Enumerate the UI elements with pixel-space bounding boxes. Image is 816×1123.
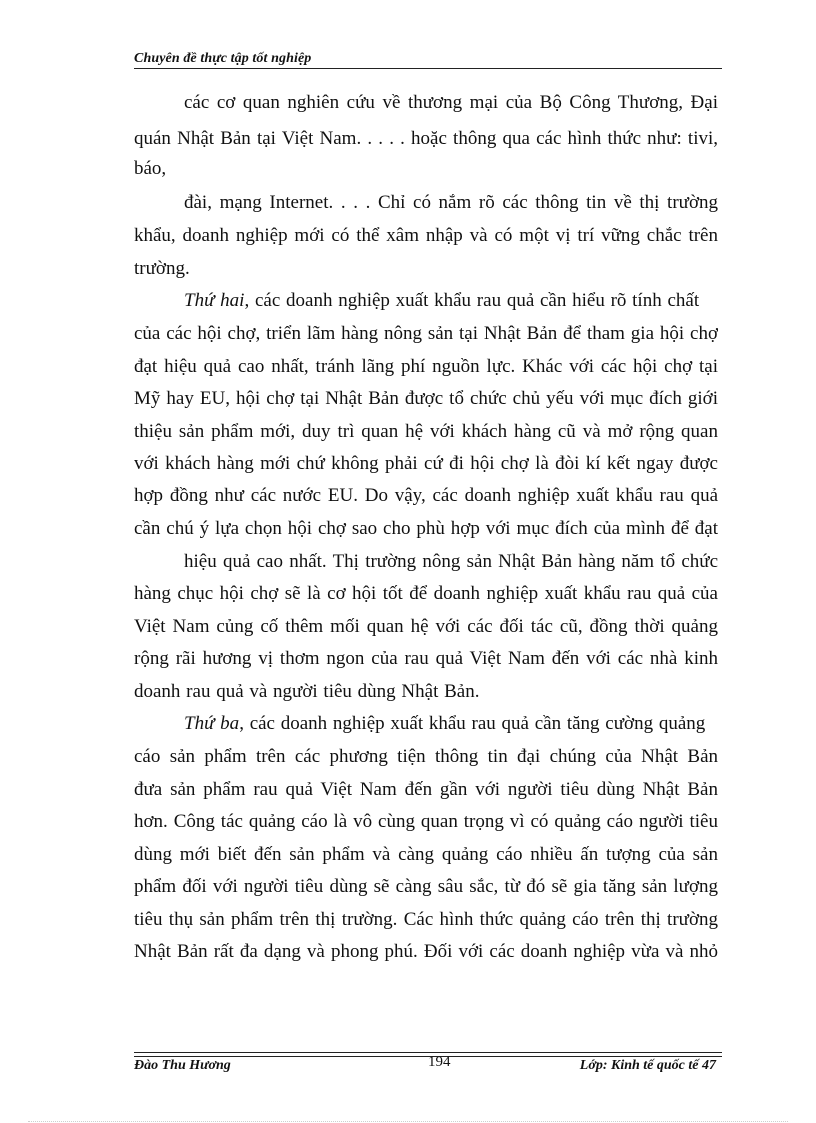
page-header [134, 46, 722, 72]
text-line: dùng mới biết đến sản phẩm và càng quảng cáo nhiều ấn tượng của sản [134, 844, 718, 865]
text-line: hơn. Công tác quảng cáo là vô cùng quan trọng vì có quảng cáo người tiêu [134, 811, 718, 832]
text-line: Việt Nam củng cố thêm mối quan hệ với các đối tác cũ, đồng thời quảng [134, 616, 718, 637]
text-line: , các doanh nghiệp xuất khẩu rau quả cần hiểu rõ tính chất [244, 290, 700, 311]
header-rule [134, 68, 722, 69]
footer-rule [134, 1052, 722, 1053]
text-line: , các doanh nghiệp xuất khẩu rau quả cần tăng cường quảng [239, 713, 706, 734]
footer-class-label: Lớp: Kinh tế quốc tế 47 [579, 1058, 716, 1073]
text-line: Nhật Bản rất đa dạng và phong phú. Đối với các doanh nghiệp vừa và nhỏ [134, 941, 718, 962]
text-line: khẩu, doanh nghiệp mới có thể xâm nhập và có một vị trí vững chắc trên [134, 225, 718, 246]
page-footer [134, 1048, 722, 1088]
text-line: đưa sản phẩm rau quả Việt Nam đến gần với người tiêu dùng Nhật Bản [134, 779, 718, 800]
text-line: cần chú ý lựa chọn hội chợ sao cho phù hợp với mục đích của mình để đạt [134, 518, 718, 539]
footer-author: Đào Thu Hương [134, 1058, 231, 1073]
text-line: doanh rau quả và người tiêu dùng Nhật Bản. [134, 681, 480, 702]
text-line: rộng rãi hương vị thơm ngon của rau quả Việt Nam đến với các nhà kinh [134, 648, 718, 669]
text-line: các cơ quan nghiên cứu về thương mại của Bộ Công Thương, Đại [184, 92, 718, 113]
text-line: đạt hiệu quả cao nhất, tránh lãng phí nguồn lực. Khác với các hội chợ tại [134, 356, 718, 377]
text-line: thiệu sản phẩm mới, duy trì quan hệ với khách hàng cũ và mở rộng quan [134, 421, 718, 442]
text-line: Mỹ hay EU, hội chợ tại Nhật Bản được tổ chức chủ yếu với mục đích giới [134, 388, 718, 409]
text-line: với khách hàng mới chứ không phải cứ đi hội chợ là đòi kí kết ngay được [134, 453, 718, 474]
paragraph-lead-line [184, 290, 699, 312]
lead-term-third: Thứ ba [184, 713, 240, 734]
text-line: cáo sản phẩm trên các phương tiện thông tin đại chúng của Nhật Bản [134, 746, 718, 767]
page-bottom-border [28, 1121, 788, 1122]
text-line: hàng chục hội chợ sẽ là cơ hội tốt để doanh nghiệp xuất khẩu rau quả của [134, 583, 718, 604]
text-line: của các hội chợ, triển lãm hàng nông sản tại Nhật Bản để tham gia hội chợ [134, 323, 718, 344]
text-line: tiêu thụ sản phẩm trên thị trường. Các hình thức quảng cáo trên thị trường [134, 909, 718, 930]
text-line: quán Nhật Bản tại Việt Nam. . . . . hoặc thông qua các hình thức như: tivi, [134, 128, 718, 149]
text-line: trường. [134, 258, 190, 279]
text-line: hợp đồng như các nước EU. Do vậy, các doanh nghiệp xuất khẩu rau quả [134, 485, 718, 506]
text-line: phẩm đối với người tiêu dùng sẽ càng sâu sắc, từ đó sẽ gia tăng sản lượng [134, 876, 718, 897]
page-number: 194 [428, 1054, 451, 1070]
text-line: báo, [134, 158, 167, 179]
lead-term-second: Thứ hai [184, 290, 245, 311]
header-title: Chuyên đề thực tập tốt nghiệp [134, 51, 312, 66]
text-line: đài, mạng Internet. . . . Chỉ có nắm rõ các thông tin về thị trường [184, 192, 718, 213]
text-line: hiệu quả cao nhất. Thị trường nông sản Nhật Bản hàng năm tổ chức [184, 551, 718, 572]
paragraph-lead-line [184, 713, 705, 735]
